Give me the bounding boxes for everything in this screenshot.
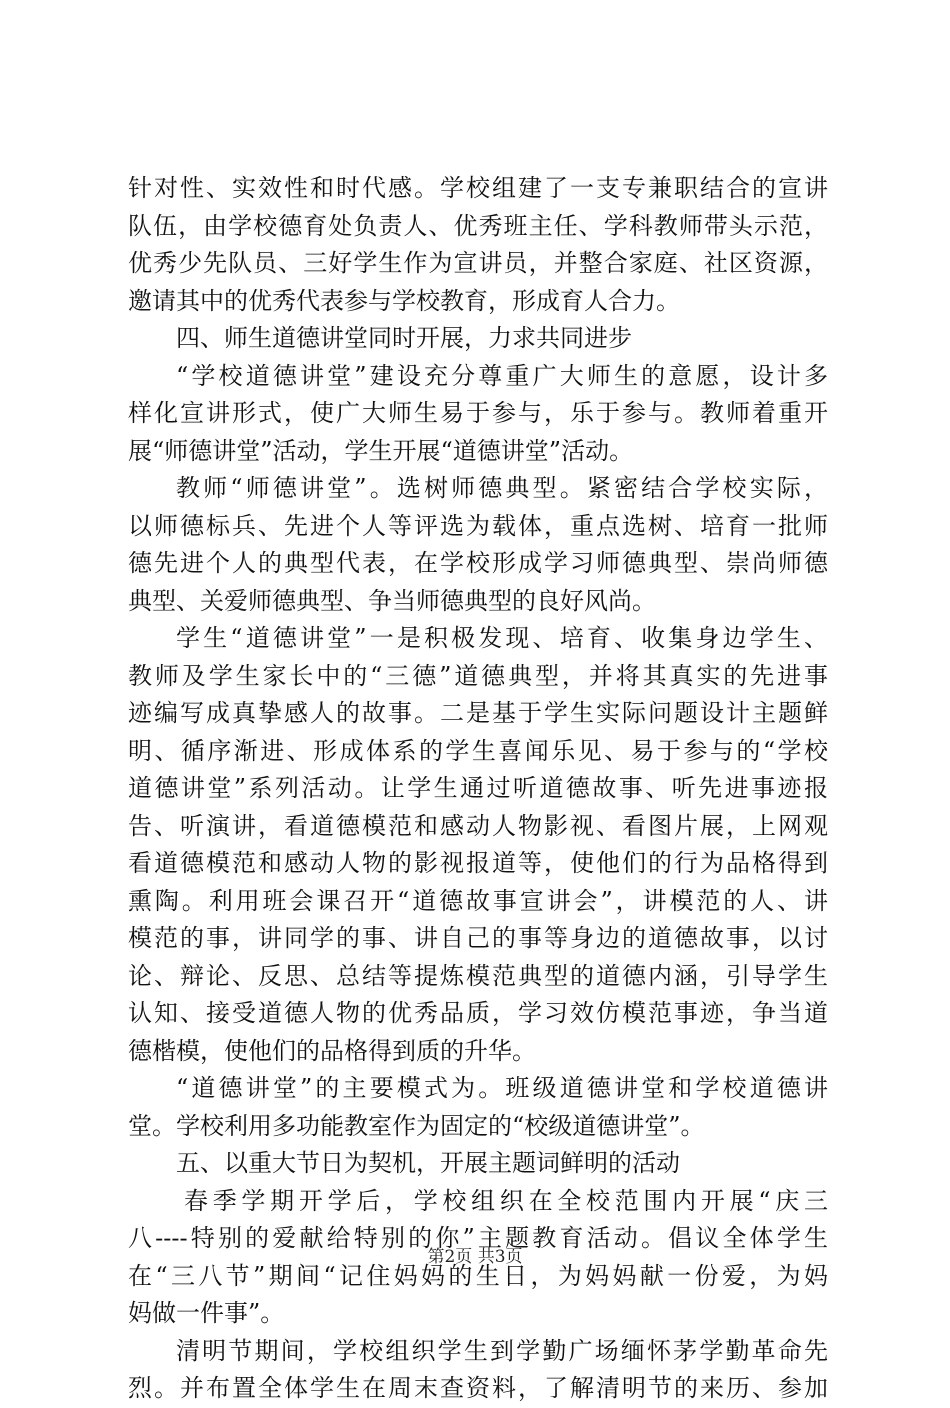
- text-line: 教师“师德讲堂”。选树师德典型。紧密结合学校实际，: [176, 474, 828, 502]
- text-line: 熏陶。利用班会课召开“道德故事宣讲会”，讲模范的人、讲: [128, 886, 828, 915]
- text-line: 堂。学校利用多功能教室作为固定的“校级道德讲堂”。: [128, 1111, 705, 1140]
- text-line: 以师德标兵、先进个人等评选为载体，重点选树、培育一批师: [128, 511, 828, 540]
- text-line: 看道德模范和感动人物的影视报道等，使他们的行为品格得到: [128, 849, 828, 877]
- text-line: 德先进个人的典型代表，在学校形成学习师德典型、崇尚师德: [128, 549, 828, 577]
- text-line: 八----特别的爱献给特别的你”主题教育活动。倡议全体学生: [128, 1224, 828, 1252]
- text-line: 队伍，由学校德育处负责人、优秀班主任、学科教师带头示范，: [128, 211, 828, 240]
- text-line: 明、循序渐进、形成体系的学生喜闻乐见、易于参与的“学校: [128, 736, 828, 765]
- section-heading: 四、师生道德讲堂同时开展，力求共同进步: [176, 324, 632, 352]
- text-line: 学生“道德讲堂”一是积极发现、培育、收集身边学生、: [176, 624, 828, 652]
- text-line: 清明节期间，学校组织学生到学勤广场缅怀茅学勤革命先: [176, 1336, 828, 1365]
- text-line: 告、听演讲，看道德模范和感动人物影视、看图片展，上网观: [128, 811, 828, 840]
- section-heading: 五、以重大节日为契机，开展主题词鲜明的活动: [176, 1149, 680, 1177]
- document-body: [128, 170, 828, 1408]
- text-line: 邀请其中的优秀代表参与学校教育，形成育人合力。: [128, 286, 680, 315]
- text-line: 论、辩论、反思、总结等提炼模范典型的道德内涵，引导学生: [128, 961, 828, 990]
- text-line: 春季学期开学后，学校组织在全校范围内开展“庆三: [184, 1186, 828, 1215]
- text-line: “学校道德讲堂”建设充分尊重广大师生的意愿，设计多: [176, 361, 828, 390]
- text-line: 针对性、实效性和时代感。学校组建了一支专兼职结合的宣讲: [128, 174, 828, 202]
- text-line: 在“三八节”期间“记住妈妈的生日，为妈妈献一份爱，为妈: [128, 1261, 828, 1290]
- text-line: 优秀少先队员、三好学生作为宣讲员，并整合家庭、社区资源，: [128, 249, 828, 277]
- text-line: 认知、接受道德人物的优秀品质，学习效仿模范事迹，争当道: [128, 999, 828, 1027]
- text-line: “道德讲堂”的主要模式为。班级道德讲堂和学校道德讲: [176, 1074, 828, 1102]
- text-line: 典型、关爱师德典型、争当师德典型的良好风尚。: [128, 586, 656, 615]
- text-line: 教师及学生家长中的“三德”道德典型，并将其真实的先进事: [128, 661, 828, 690]
- text-line: 德楷模，使他们的品格得到质的升华。: [128, 1036, 536, 1065]
- text-line: 道德讲堂”系列活动。让学生通过听道德故事、听先进事迹报: [128, 774, 828, 802]
- text-line: 烈。并布置全体学生在周末查资料，了解清明节的来历、参加: [128, 1374, 828, 1402]
- text-line: 样化宣讲形式，使广大师生易于参与，乐于参与。教师着重开: [128, 399, 828, 427]
- text-line: 迹编写成真挚感人的故事。二是基于学生实际问题设计主题鲜: [128, 699, 828, 727]
- page-number-footer: 第2页 共3页: [427, 1247, 523, 1267]
- text-line: 模范的事，讲同学的事、讲自己的事等身边的道德故事，以讨: [128, 924, 828, 952]
- text-line: 展“师德讲堂”活动，学生开展“道德讲堂”活动。: [128, 436, 634, 465]
- text-line: 妈做一件事”。: [128, 1299, 285, 1327]
